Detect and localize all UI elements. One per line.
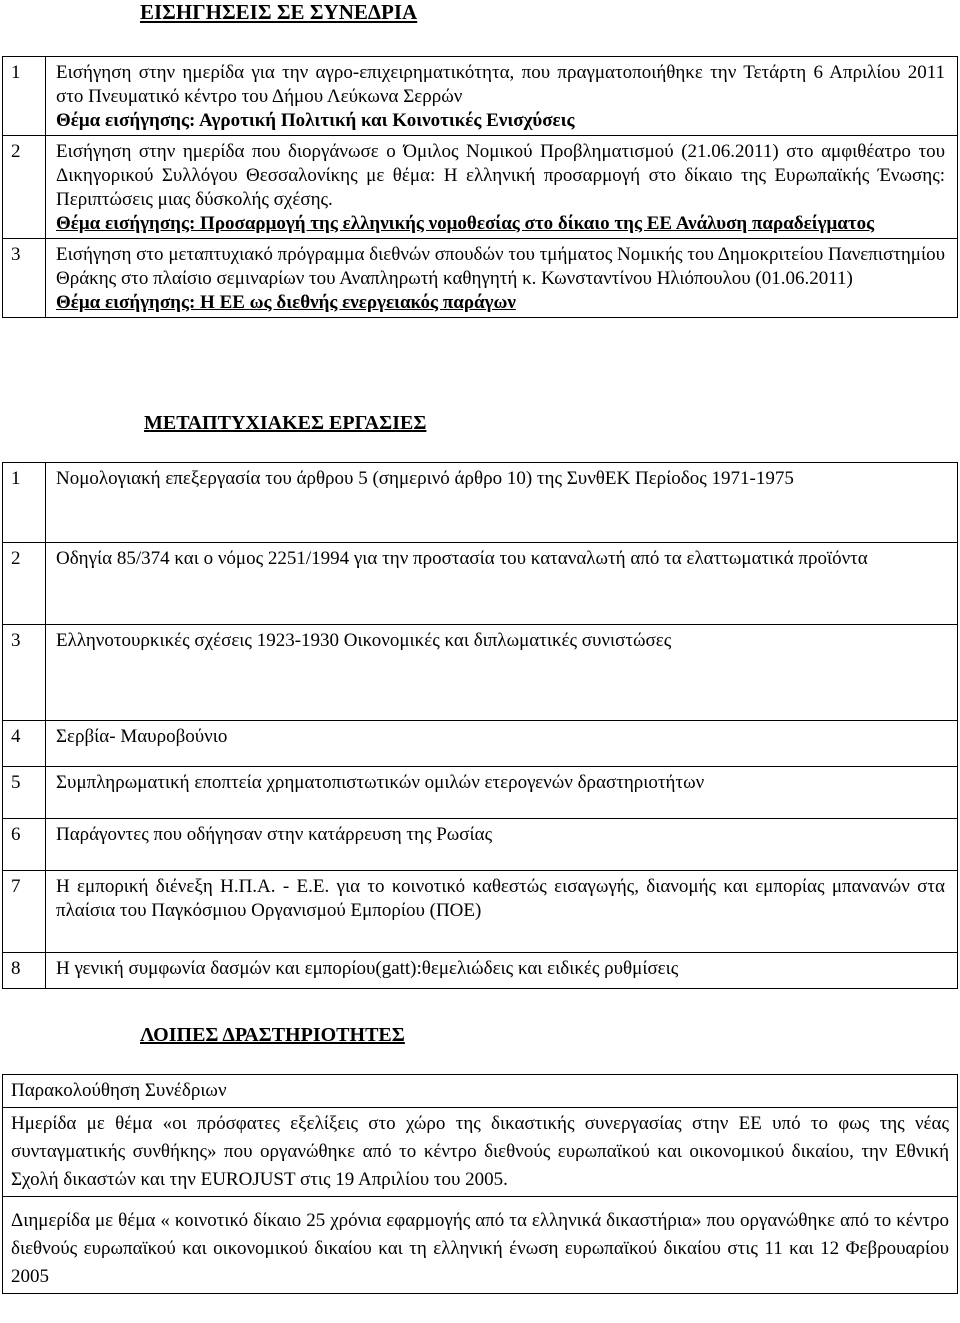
row-number: 2 [3, 543, 46, 625]
table-row [3, 136, 958, 239]
row-content [46, 136, 958, 239]
talk-topic: Θέμα εισήγησης: Αγροτική Πολιτική και Κοινοτικές Ενισχύσεις [56, 110, 575, 131]
attendance-subtitle: Παρακολούθηση Συνέδριων [3, 1075, 958, 1108]
row-text: Η εμπορική διένεξη Η.Π.Α. - Ε.Ε. για το κοινοτικό καθεστώς εισαγωγής, διανομής και εμπορίας μπανανών στα πλαίσια του Παγκόσμιου Οργανισμού Εμπορίου (ΠΟΕ) [46, 871, 958, 953]
row-number: 4 [3, 721, 46, 767]
table-row [3, 1075, 958, 1108]
table-row [3, 57, 958, 136]
section-heading-postgraduate: ΜΕΤΑΠΤΥΧΙΑΚΕΣ ΕΡΓΑΣΙΕΣ [144, 412, 427, 434]
talk-description: Εισήγηση στην ημερίδα για την αγρο-επιχειρηματικότητα, που πραγματοποιήθηκε την Τετάρτη 6 Απριλίου 2011 στο Πνευματικό κέντρο του Δήμου Λεύκωνα Σερρών [56, 62, 945, 107]
row-number: 8 [3, 953, 46, 989]
table-row [3, 953, 958, 989]
row-number: 2 [3, 136, 46, 239]
section-heading-other-activities: ΛΟΙΠΕΣ ΔΡΑΣΤΗΡΙΟΤΗΤΕΣ [140, 1024, 405, 1046]
postgraduate-works-table [2, 462, 958, 989]
row-text: Νομολογιακή επεξεργασία του άρθρου 5 (σημερινό άρθρο 10) της ΣυνθΕΚ Περίοδος 1971-1975 [46, 463, 958, 543]
row-number: 7 [3, 871, 46, 953]
row-number: 3 [3, 625, 46, 721]
table-row [3, 1108, 958, 1197]
table-row [3, 767, 958, 819]
table-row [3, 871, 958, 953]
talk-description: Εισήγηση στο μεταπτυχιακό πρόγραμμα διεθνών σπουδών του τμήματος Νομικής του Δημοκριτείου Πανεπιστημίου Θράκης στο πλαίσιο σεμιναρίων του Αναπληρωτή καθηγητή κ. Κωνσταντίνου Ηλιόπουλου (01.06.2011) [56, 244, 945, 289]
row-content [46, 57, 958, 136]
seminar-paragraph-1: Ημερίδα με θέμα «οι πρόσφατες εξελίξεις στο χώρο της δικαστικής συνεργασίας στην ΕΕ υπό το φως της νέας συνταγματικής συνθήκης» που οργανώθηκε από το κέντρο διεθνούς ευρωπαϊκού και οικονομικού δικαίου, την Εθνική Σχολή δικαστών και την EUROJUST στις 19 Απριλίου του 2005. [3, 1108, 958, 1197]
talk-topic: Θέμα εισήγησης: Προσαρμογή της ελληνικής νομοθεσίας στο δίκαιο της ΕΕ Ανάλυση παραδείγματος [56, 213, 875, 234]
row-text: Παράγοντες που οδήγησαν στην κατάρρευση της Ρωσίας [46, 819, 958, 871]
table-row [3, 625, 958, 721]
row-number: 6 [3, 819, 46, 871]
table-row [3, 819, 958, 871]
row-text: Ελληνοτουρκικές σχέσεις 1923-1930 Οικονομικές και διπλωματικές συνιστώσες [46, 625, 958, 721]
row-number: 5 [3, 767, 46, 819]
conference-talks-table [2, 56, 958, 318]
row-number: 1 [3, 57, 46, 136]
row-text: Οδηγία 85/374 και ο νόμος 2251/1994 για την προστασία του καταναλωτή από τα ελαττωματικά προϊόντα [46, 543, 958, 625]
table-row [3, 239, 958, 318]
row-number: 1 [3, 463, 46, 543]
table-row [3, 463, 958, 543]
section-heading-conferences: ΕΙΣΗΓΗΣΕΙΣ ΣΕ ΣΥΝΕΔΡΙΑ [140, 0, 418, 24]
row-content [46, 239, 958, 318]
row-number: 3 [3, 239, 46, 318]
table-row [3, 721, 958, 767]
table-row [3, 1197, 958, 1294]
seminar-paragraph-2: Διημερίδα με θέμα « κοινοτικό δίκαιο 25 χρόνια εφαρμογής από τα ελληνικά δικαστήρια» που οργανώθηκε από το κέντρο διεθνούς ευρωπαϊκού και οικονομικού δικαίου και τη ελληνική ένωση ευρωπαϊκού δικαίου στις 11 και 12 Φεβρουαρίου 2005 [3, 1197, 958, 1294]
talk-topic: Θέμα εισήγησης: Η ΕΕ ως διεθνής ενεργειακός παράγων [56, 292, 516, 313]
row-text: Συμπληρωματική εποπτεία χρηματοπιστωτικών ομιλών ετερογενών δραστηριοτήτων [46, 767, 958, 819]
table-row [3, 543, 958, 625]
row-text: Η γενική συμφωνία δασμών και εμπορίου(gatt):θεμελιώδεις και ειδικές ρυθμίσεις [46, 953, 958, 989]
other-activities-table [2, 1074, 958, 1294]
talk-description: Εισήγηση στην ημερίδα που διοργάνωσε ο Όμιλος Νομικού Προβληματισμού (21.06.2011) στο αμφιθέατρο του Δικηγορικού Συλλόγου Θεσσαλονίκης με θέμα: Η ελληνική προσαρμογή στο δίκαιο της Ευρωπαϊκής Ένωσης: Περιπτώσεις μιας δύσκολής σχέσης. [56, 141, 945, 210]
row-text: Σερβία- Μαυροβούνιο [46, 721, 958, 767]
